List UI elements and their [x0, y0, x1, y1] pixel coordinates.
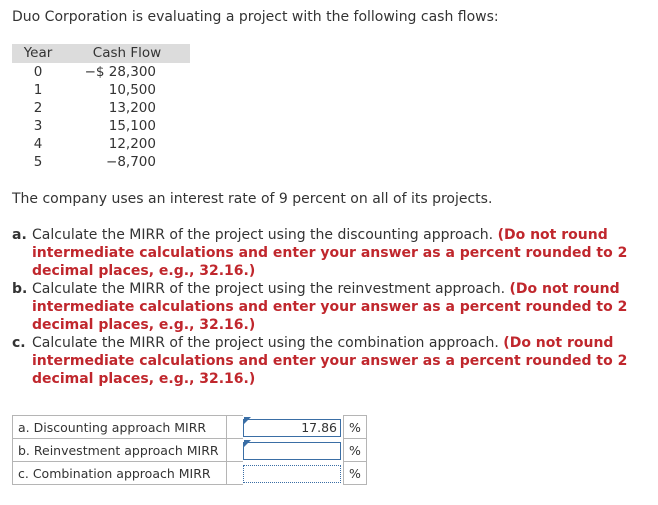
year-cell: 5	[33, 154, 43, 170]
question-letter: b.	[12, 281, 28, 297]
cash-flow-cell: 12,200	[108, 136, 156, 152]
flag-icon	[244, 417, 251, 424]
answer-input-cell	[243, 416, 344, 439]
cash-flow-cell: −8,700	[106, 154, 156, 170]
answer-table	[12, 415, 367, 485]
percent-unit: %	[344, 439, 367, 462]
answer-row-combination	[13, 462, 367, 485]
year-cell: 3	[33, 118, 43, 134]
year-cell: 0	[33, 64, 43, 80]
answer-label: c. Combination approach MIRR	[13, 462, 227, 485]
question-hint: (Do not round intermediate calculations and enter your answer as a percent rounded to 2 decimal places, e.g., 32.16.)	[32, 227, 628, 279]
question-hint: (Do not round intermediate calculations and enter your answer as a percent rounded to 2 decimal places, e.g., 32.16.)	[32, 281, 628, 333]
question-text: Calculate the MIRR of the project using the discounting approach.	[32, 227, 494, 243]
problem-intro: Duo Corporation is evaluating a project with the following cash flows:	[12, 9, 499, 25]
year-cell: 4	[33, 136, 43, 152]
reinvestment-mirr-input[interactable]	[243, 442, 341, 460]
cash-flow-table	[12, 44, 190, 171]
discounting-mirr-input[interactable]	[243, 419, 341, 437]
percent-unit: %	[344, 462, 367, 485]
question-b	[12, 280, 636, 334]
cash-flow-cell: −$ 28,300	[84, 64, 156, 80]
answer-gap	[227, 416, 244, 439]
question-c	[12, 334, 636, 388]
answer-row-discounting	[13, 416, 367, 439]
rate-statement: The company uses an interest rate of 9 percent on all of its projects.	[12, 191, 493, 207]
cash-flow-column-header: Cash Flow	[64, 44, 190, 63]
table-row	[12, 81, 190, 99]
answer-input-cell	[243, 462, 344, 485]
year-cell: 2	[33, 100, 43, 116]
flag-icon	[244, 440, 251, 447]
question-a	[12, 226, 636, 280]
question-letter: a.	[12, 227, 27, 243]
answer-gap	[227, 439, 244, 462]
combination-mirr-input[interactable]	[243, 465, 341, 483]
cash-flow-cell: 13,200	[108, 100, 156, 116]
answer-row-reinvestment	[13, 439, 367, 462]
table-row	[12, 99, 190, 117]
question-letter: c.	[12, 335, 26, 351]
year-column-header: Year	[12, 44, 64, 63]
question-text: Calculate the MIRR of the project using the reinvestment approach.	[32, 281, 506, 297]
year-cell: 1	[33, 82, 43, 98]
table-row	[12, 63, 190, 81]
table-row	[12, 135, 190, 153]
cash-flow-header-row	[12, 44, 190, 63]
cash-flow-cell: 15,100	[108, 118, 156, 134]
question-list	[12, 226, 636, 388]
table-row	[12, 153, 190, 171]
table-row	[12, 117, 190, 135]
answer-label: b. Reinvestment approach MIRR	[13, 439, 227, 462]
cash-flow-cell: 10,500	[108, 82, 156, 98]
answer-label: a. Discounting approach MIRR	[13, 416, 227, 439]
question-hint: (Do not round intermediate calculations and enter your answer as a percent rounded to 2 decimal places, e.g., 32.16.)	[32, 335, 628, 387]
answer-gap	[227, 462, 244, 485]
percent-unit: %	[344, 416, 367, 439]
answer-input-cell	[243, 439, 344, 462]
question-text: Calculate the MIRR of the project using the combination approach.	[32, 335, 499, 351]
